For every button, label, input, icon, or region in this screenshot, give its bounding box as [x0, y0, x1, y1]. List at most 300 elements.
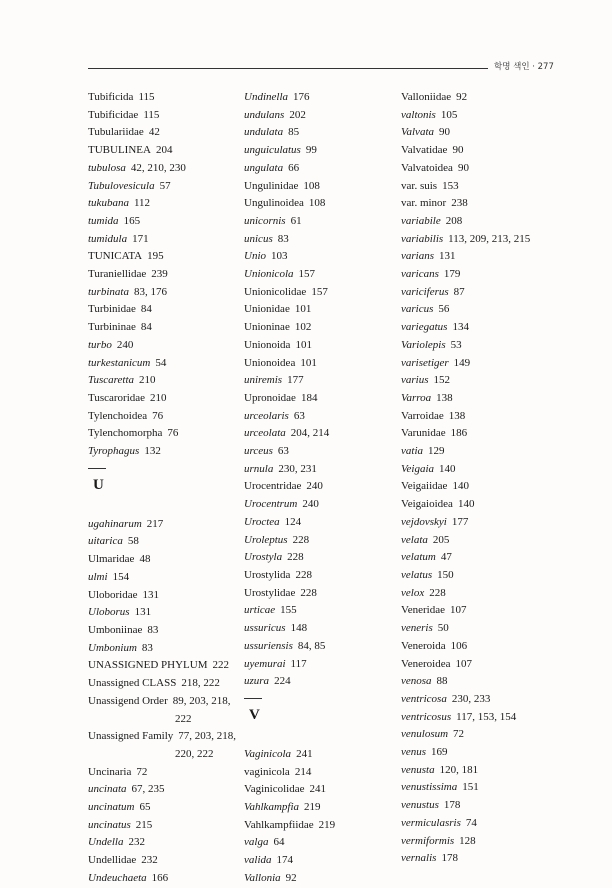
- entry-term: Turbinidae: [88, 303, 136, 316]
- entry-term: venustus: [401, 799, 439, 812]
- index-entry: [244, 107, 394, 125]
- index-entry: [244, 301, 394, 319]
- entry-term: venustissima: [401, 781, 458, 794]
- entry-pages: 84, 85: [297, 639, 326, 652]
- index-entry: [244, 443, 394, 461]
- index-entry: [244, 425, 394, 443]
- index-entry: [401, 691, 561, 709]
- entry-pages: 140: [452, 480, 469, 493]
- index-entry: [88, 817, 238, 835]
- entry-pages: 217: [146, 517, 164, 530]
- index-entry: [88, 248, 238, 266]
- index-entry: [401, 585, 561, 603]
- index-entry: [401, 532, 561, 550]
- entry-term: velatus: [401, 568, 433, 581]
- entry-term: urceolaris: [244, 409, 289, 422]
- entry-term: tubulosa: [88, 161, 126, 174]
- entry-pages: 92: [285, 871, 297, 884]
- entry-term: Ungulinoidea: [244, 197, 304, 210]
- entry-term: Unio: [244, 250, 266, 263]
- index-entry: [88, 764, 238, 782]
- entry-term: Variolepis: [401, 338, 446, 351]
- entry-term: urnula: [244, 462, 274, 475]
- entry-term: var. suis: [401, 179, 438, 192]
- index-entry: [88, 781, 238, 799]
- index-entry: [244, 746, 394, 764]
- index-entry: [401, 178, 561, 196]
- entry-pages: 90: [457, 161, 469, 174]
- entry-pages: 84: [140, 303, 152, 316]
- index-entry: [244, 337, 394, 355]
- index-entry: [401, 673, 561, 691]
- entry-term: vatia: [401, 445, 423, 458]
- index-entry: [244, 673, 394, 691]
- entry-term: Upronoidae: [244, 391, 296, 404]
- entry-pages: 176: [293, 91, 310, 103]
- entry-term: Turbininae: [88, 321, 136, 334]
- header-rule: [88, 68, 488, 69]
- entry-pages: 240: [302, 498, 319, 511]
- entry-pages: 154: [112, 570, 130, 583]
- entry-term: variabile: [401, 214, 441, 227]
- entry-pages: 131: [439, 250, 456, 263]
- entry-term: vejdovskyi: [401, 515, 447, 528]
- index-entry: [244, 178, 394, 196]
- entry-term: venulosum: [401, 728, 449, 741]
- entry-pages: 72: [453, 728, 465, 741]
- index-entry: [401, 567, 561, 585]
- index-entry: [88, 711, 238, 729]
- entry-pages: 53: [450, 338, 462, 351]
- index-entry: [88, 551, 238, 569]
- entry-term: venosa: [401, 675, 432, 688]
- entry-term: Vahlkampfiidae: [244, 818, 314, 831]
- entry-pages: 117: [290, 657, 307, 670]
- index-entry: [244, 160, 394, 178]
- entry-term: ventricosus: [401, 710, 452, 723]
- entry-pages: 228: [292, 533, 310, 546]
- entry-pages: 83: [277, 232, 289, 245]
- entry-term: varians: [401, 250, 434, 263]
- entry-term: Urocentrum: [244, 498, 298, 511]
- entry-pages: 214: [294, 765, 312, 778]
- entry-term: varisetiger: [401, 356, 449, 369]
- entry-term: turkestanicum: [88, 356, 151, 369]
- entry-term: ungulata: [244, 161, 284, 174]
- index-entry: [401, 89, 561, 107]
- entry-pages: 84: [140, 321, 152, 334]
- entry-pages: 208: [445, 214, 463, 227]
- entry-term: uyemurai: [244, 657, 286, 670]
- entry-term: varicus: [401, 303, 434, 316]
- index-entry: [244, 284, 394, 302]
- index-entry: [88, 337, 238, 355]
- entry-term: Vaginicolidae: [244, 783, 305, 796]
- entry-term: tumidula: [88, 232, 128, 245]
- entry-term: Tubificida: [88, 91, 134, 103]
- index-entry: [88, 569, 238, 587]
- index-entry: [88, 675, 238, 693]
- index-column-3: [401, 89, 561, 868]
- entry-term: Uloboridae: [88, 588, 138, 601]
- entry-pages: 140: [439, 462, 456, 475]
- entry-pages: 50: [437, 622, 449, 635]
- entry-pages: 241: [296, 747, 313, 760]
- entry-term: velatum: [401, 551, 436, 564]
- entry-term: tukubana: [88, 197, 129, 210]
- entry-term: Umbonium: [88, 641, 137, 654]
- entry-pages: 76: [152, 409, 164, 422]
- index-entry: [88, 319, 238, 337]
- entry-pages: 138: [448, 409, 466, 422]
- index-column-2: [244, 89, 394, 888]
- index-entry: [401, 602, 561, 620]
- entry-pages: 174: [276, 854, 293, 867]
- index-entry: [401, 797, 561, 815]
- entry-term: Undella: [88, 836, 124, 849]
- index-entry: [244, 355, 394, 373]
- entry-term: Unassigend Order: [88, 694, 168, 707]
- entry-pages: 90: [439, 126, 450, 139]
- index-entry: [88, 834, 238, 852]
- entry-pages: 228: [295, 568, 312, 581]
- index-entry: [244, 620, 394, 638]
- entry-term: Vaginicola: [244, 747, 292, 760]
- index-entry: [401, 850, 561, 868]
- index-entry: [88, 195, 238, 213]
- index-entry: [244, 817, 394, 835]
- entry-pages: 241: [309, 783, 326, 796]
- entry-pages: 228: [429, 586, 446, 599]
- entry-pages: 101: [295, 338, 312, 351]
- entry-term: Ulmaridae: [88, 553, 135, 566]
- index-entry: [88, 657, 238, 675]
- entry-pages: 219: [318, 818, 336, 831]
- entry-term: TUBULINEA: [88, 144, 151, 157]
- entry-term: Unionoidea: [244, 356, 296, 369]
- index-entry: [88, 266, 238, 284]
- entry-pages: 138: [436, 391, 453, 404]
- entry-pages: 89, 203, 218,: [172, 694, 231, 707]
- entry-pages: 103: [271, 250, 288, 263]
- entry-pages: 134: [452, 321, 469, 334]
- index-entry: [244, 372, 394, 390]
- entry-pages: 108: [303, 179, 320, 192]
- index-entry: [401, 231, 561, 249]
- index-entry: [88, 622, 238, 640]
- entry-pages: 128: [459, 834, 476, 847]
- entry-pages: 232: [141, 854, 158, 867]
- entry-pages: 177: [451, 515, 469, 528]
- entry-pages: 140: [457, 498, 475, 511]
- entry-pages: 219: [304, 801, 321, 814]
- index-entry: [244, 532, 394, 550]
- entry-pages: 204, 214: [290, 427, 330, 440]
- entry-term: Unionicola: [244, 268, 294, 281]
- entry-term: Tyrophagus: [88, 445, 140, 458]
- entry-term: Tubulariidae: [88, 126, 144, 139]
- entry-pages: 169: [431, 746, 448, 759]
- entry-pages: 222: [212, 659, 229, 672]
- entry-term: ugahinarum: [88, 517, 142, 530]
- index-entry: [244, 799, 394, 817]
- entry-term: variegatus: [401, 321, 448, 334]
- entry-pages: 61: [290, 214, 302, 227]
- entry-pages: 230, 231: [278, 462, 317, 475]
- entry-term: Undinella: [244, 91, 288, 103]
- entry-page-continuation: 222: [175, 712, 192, 725]
- index-entry: [401, 266, 561, 284]
- entry-pages: 63: [293, 409, 305, 422]
- index-entry: [88, 516, 238, 534]
- entry-pages: 115: [143, 108, 160, 121]
- entry-term: variciferus: [401, 285, 449, 298]
- entry-pages: 65: [139, 801, 151, 814]
- entry-term: Urostylidae: [244, 586, 296, 599]
- entry-pages: 58: [127, 535, 139, 548]
- entry-term: venus: [401, 746, 427, 759]
- entry-term: Tubificidae: [88, 108, 139, 121]
- entry-pages: 148: [290, 622, 308, 635]
- index-entry: [401, 248, 561, 266]
- index-entry: [88, 355, 238, 373]
- entry-pages: 151: [462, 781, 479, 794]
- index-entry: [244, 638, 394, 656]
- entry-pages: 92: [456, 91, 468, 103]
- index-entry: [401, 408, 561, 426]
- index-entry: [401, 443, 561, 461]
- index-entry: [401, 142, 561, 160]
- index-entry: [244, 567, 394, 585]
- entry-term: Veneroida: [401, 639, 446, 652]
- entry-term: Veigaiidae: [401, 480, 448, 493]
- entry-term: varius: [401, 374, 429, 387]
- entry-term: urceus: [244, 445, 273, 458]
- index-entry: [244, 549, 394, 567]
- entry-term: Varroidae: [401, 409, 444, 422]
- entry-pages: 157: [298, 268, 315, 281]
- index-entry: [244, 656, 394, 674]
- index-entry: [244, 602, 394, 620]
- entry-term: Tubulovesicula: [88, 179, 155, 192]
- index-entry: [88, 142, 238, 160]
- entry-pages: 202: [289, 108, 306, 121]
- entry-term: tumida: [88, 214, 119, 227]
- entry-pages: 178: [443, 799, 461, 812]
- entry-term: ventricosa: [401, 692, 447, 705]
- entry-pages: 102: [294, 321, 312, 334]
- entry-term: UNASSIGNED PHYLUM: [88, 659, 208, 672]
- entry-term: Unassigned Family: [88, 730, 174, 743]
- entry-page-continuation: 220, 222: [175, 747, 214, 760]
- index-entry: [401, 709, 561, 727]
- index-entry: [88, 390, 238, 408]
- entry-pages: 115: [138, 91, 155, 103]
- entry-pages: 204: [155, 144, 173, 157]
- entry-pages: 107: [449, 604, 467, 617]
- entry-term: unicornis: [244, 214, 286, 227]
- entry-term: varicans: [401, 268, 439, 281]
- entry-pages: 120, 181: [439, 763, 479, 776]
- entry-pages: 178: [441, 852, 458, 865]
- entry-pages: 76: [167, 427, 179, 440]
- entry-pages: 107: [455, 657, 472, 670]
- entry-pages: 47: [440, 551, 452, 564]
- entry-term: Urocentridae: [244, 480, 302, 493]
- entry-term: Undeuchaeta: [88, 871, 147, 884]
- index-entry: [244, 213, 394, 231]
- entry-term: velox: [401, 586, 425, 599]
- entry-pages: 54: [155, 356, 167, 369]
- section-letter-block: [88, 461, 238, 516]
- entry-pages: 195: [147, 250, 164, 263]
- entry-pages: 166: [151, 871, 169, 884]
- index-entry: [401, 107, 561, 125]
- section-letter-block: [244, 691, 394, 746]
- entry-term: Valloniidae: [401, 91, 452, 103]
- index-entry: [244, 89, 394, 107]
- entry-term: valtonis: [401, 108, 436, 121]
- entry-pages: 101: [300, 356, 317, 369]
- entry-term: Unionicolidae: [244, 285, 307, 298]
- entry-pages: 165: [123, 214, 141, 227]
- entry-pages: 117, 153, 154: [456, 710, 517, 723]
- entry-pages: 132: [144, 445, 161, 458]
- entry-pages: 83, 176: [133, 285, 167, 298]
- entry-pages: 67, 235: [131, 783, 165, 796]
- index-entry: [244, 124, 394, 142]
- entry-term: var. minor: [401, 197, 447, 210]
- index-entry: [401, 195, 561, 213]
- index-entry: [401, 372, 561, 390]
- entry-term: Unassigned CLASS: [88, 677, 177, 690]
- index-column-1: [88, 89, 238, 888]
- section-letter: V: [249, 706, 260, 723]
- entry-pages: 152: [433, 374, 450, 387]
- entry-term: undulans: [244, 108, 285, 121]
- entry-pages: 157: [311, 285, 328, 298]
- index-entry: [244, 852, 394, 870]
- entry-term: Uloborus: [88, 606, 130, 619]
- index-entry: [88, 408, 238, 426]
- index-entry: [244, 834, 394, 852]
- entry-term: velata: [401, 533, 428, 546]
- index-entry: [244, 248, 394, 266]
- entry-term: Uroctea: [244, 515, 280, 528]
- entry-term: Umboniinae: [88, 623, 143, 636]
- entry-pages: 74: [465, 816, 477, 829]
- entry-term: undulata: [244, 126, 284, 139]
- entry-term: uzura: [244, 675, 270, 688]
- entry-pages: 129: [428, 445, 445, 458]
- entry-pages: 66: [288, 161, 300, 174]
- entry-pages: 105: [440, 108, 458, 121]
- index-entry: [88, 301, 238, 319]
- index-entry: [401, 478, 561, 496]
- entry-term: vernalis: [401, 852, 437, 865]
- index-entry: [401, 301, 561, 319]
- entry-pages: 85: [288, 126, 300, 139]
- entry-pages: 228: [300, 586, 317, 599]
- entry-term: uncinata: [88, 783, 127, 796]
- entry-term: Uncinaria: [88, 765, 132, 778]
- entry-term: Unionidae: [244, 303, 290, 316]
- running-header: 학명 색인 · 277: [494, 62, 554, 72]
- entry-term: ulmi: [88, 570, 108, 583]
- entry-term: urticae: [244, 604, 276, 617]
- entry-term: Tuscaroridae: [88, 391, 146, 404]
- entry-pages: 113, 209, 213, 215: [448, 232, 531, 245]
- entry-term: ussuricus: [244, 622, 286, 635]
- index-entry: [244, 390, 394, 408]
- entry-term: uncinatum: [88, 801, 135, 814]
- entry-pages: 99: [305, 144, 317, 157]
- index-entry: [88, 124, 238, 142]
- entry-term: Turaniellidae: [88, 268, 147, 281]
- entry-term: turbinata: [88, 285, 129, 298]
- entry-term: turbo: [88, 338, 112, 351]
- index-entry: [401, 461, 561, 479]
- entry-pages: 83: [141, 641, 153, 654]
- entry-pages: 150: [437, 568, 454, 581]
- entry-pages: 56: [438, 303, 450, 316]
- entry-pages: 240: [116, 338, 134, 351]
- entry-pages: 239: [151, 268, 168, 281]
- entry-term: Valvatoidea: [401, 161, 453, 174]
- entry-pages: 106: [450, 639, 468, 652]
- index-entry: [88, 640, 238, 658]
- entry-term: Uroleptus: [244, 533, 288, 546]
- entry-pages: 64: [273, 836, 285, 849]
- entry-pages: 184: [300, 391, 318, 404]
- entry-pages: 42, 210, 230: [130, 161, 186, 174]
- entry-pages: 108: [308, 197, 326, 210]
- index-entry: [244, 195, 394, 213]
- entry-term: Vallonia: [244, 871, 281, 884]
- section-rule: [88, 468, 106, 469]
- index-entry: [401, 425, 561, 443]
- index-entry: [244, 764, 394, 782]
- entry-pages: 179: [443, 268, 461, 281]
- entry-term: uitarica: [88, 535, 123, 548]
- entry-term: Unioninae: [244, 321, 290, 334]
- section-letter: U: [93, 476, 104, 493]
- index-entry: [401, 390, 561, 408]
- index-entry: [401, 833, 561, 851]
- entry-term: venusta: [401, 763, 435, 776]
- index-entry: [401, 762, 561, 780]
- entry-pages: 124: [284, 515, 302, 528]
- index-entry: [401, 744, 561, 762]
- entry-term: variabilis: [401, 232, 444, 245]
- entry-term: Vahlkampfia: [244, 801, 299, 814]
- index-entry: [88, 799, 238, 817]
- entry-pages: 171: [132, 232, 149, 245]
- entry-term: Tuscaretta: [88, 374, 135, 387]
- entry-pages: 42: [148, 126, 160, 139]
- index-entry: [88, 160, 238, 178]
- index-entry: [88, 231, 238, 249]
- index-entry: [88, 604, 238, 622]
- index-entry: [401, 496, 561, 514]
- index-entry: [244, 461, 394, 479]
- entry-pages: 240: [306, 480, 323, 493]
- entry-term: Tylenchomorpha: [88, 427, 163, 440]
- entry-term: uncinatus: [88, 818, 131, 831]
- index-entry: [244, 266, 394, 284]
- index-entry: [401, 549, 561, 567]
- entry-pages: 228: [287, 551, 304, 564]
